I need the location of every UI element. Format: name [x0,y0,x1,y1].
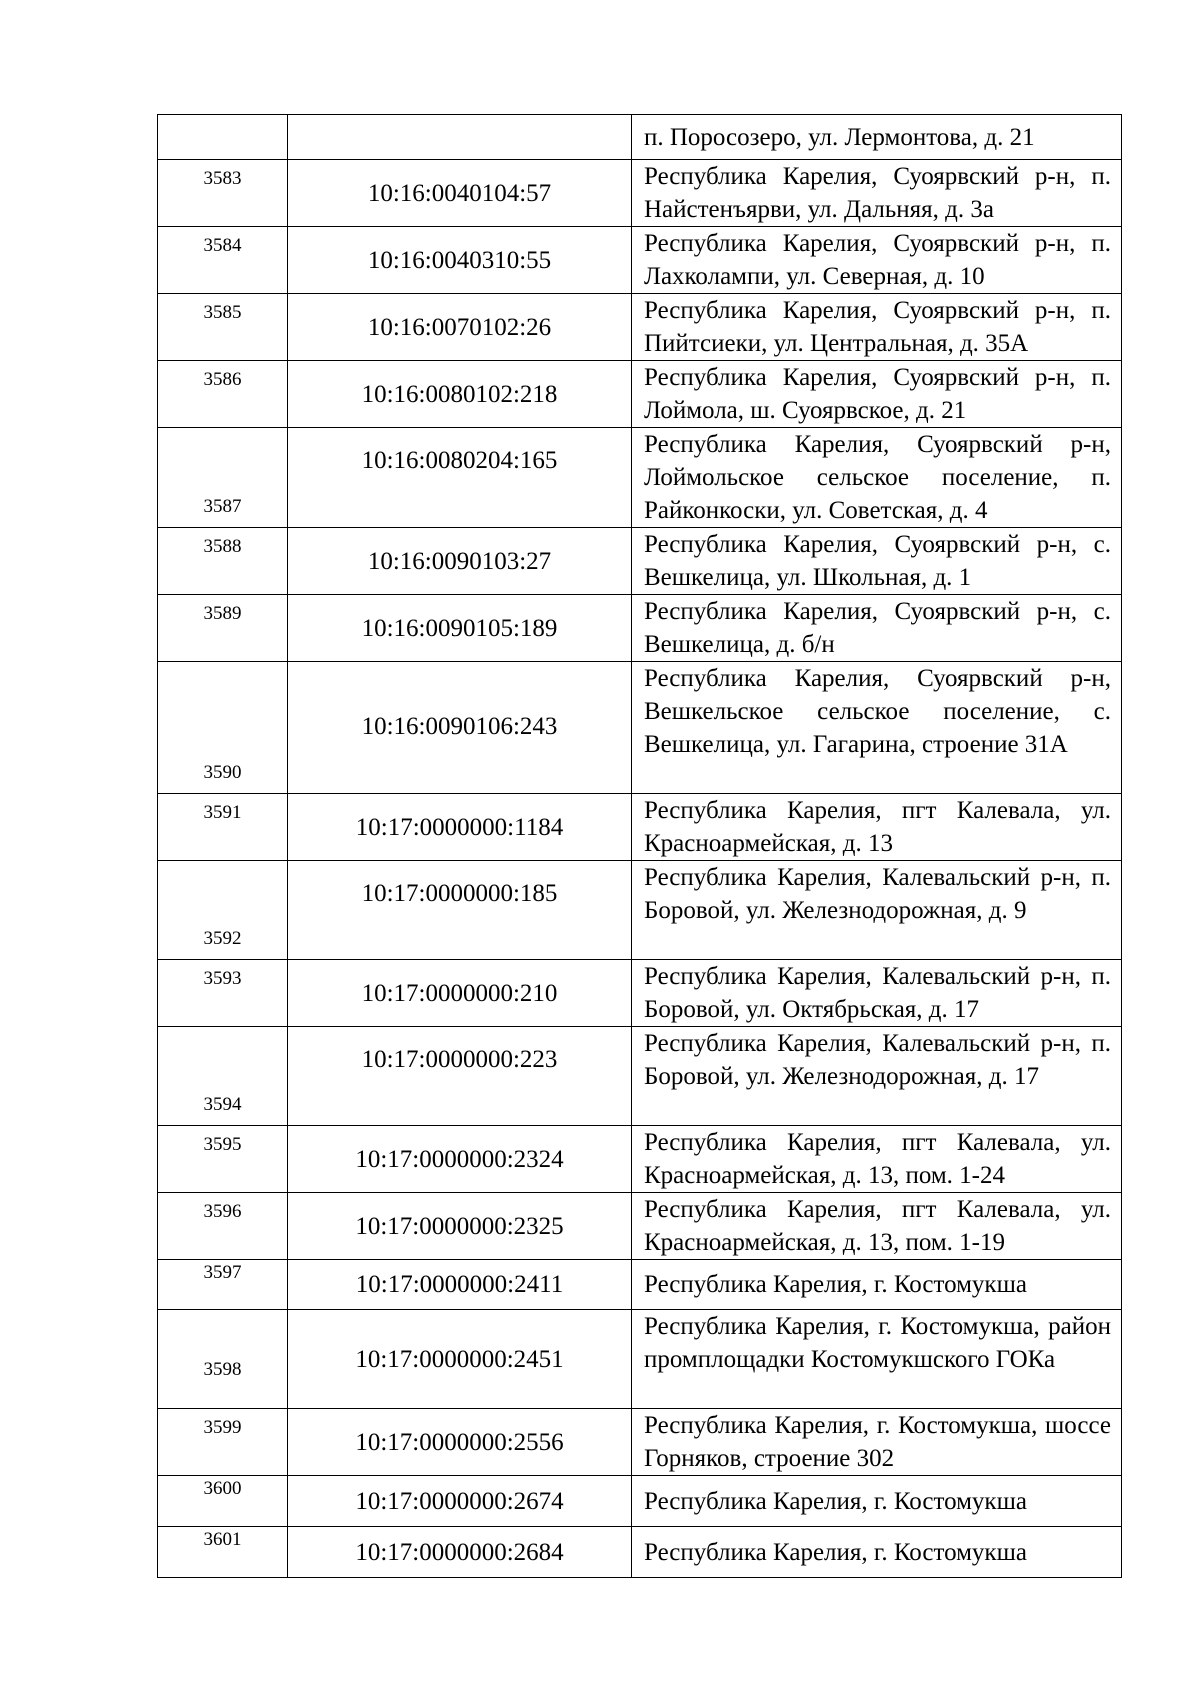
cadastral-number: 10:17:0000000:2556 [288,1409,632,1476]
cadastral-number: 10:16:0090103:27 [288,528,632,595]
row-number: 3599 [158,1409,288,1476]
cadastral-number: 10:16:0040104:57 [288,160,632,227]
row-number: 3589 [158,595,288,662]
address: Республика Карелия, пгт Калевала, ул. Красноармейская, д. 13 [632,794,1122,861]
row-number: 3588 [158,528,288,595]
address: Республика Карелия, пгт Калевала, ул. Красноармейская, д. 13, пом. 1-19 [632,1193,1122,1260]
address: Республика Карелия, Суоярвский р-н, Вешкельское сельское поселение, с. Вешкелица, ул. Гагарина, строение 31А [632,662,1122,794]
row-number: 3584 [158,227,288,294]
cadastral-number: 10:16:0080102:218 [288,361,632,428]
address: Республика Карелия, Калевальский р-н, п. Боровой, ул. Железнодорожная, д. 17 [632,1027,1122,1126]
row-number: 3587 [158,428,288,528]
table-row [158,595,1122,662]
address: Республика Карелия, Калевальский р-н, п. Боровой, ул. Железнодорожная, д. 9 [632,861,1122,960]
address: Республика Карелия, Суоярвский р-н, п. Пийтсиеки, ул. Центральная, д. 35А [632,294,1122,361]
address: Республика Карелия, Суоярвский р-н, Лоймольское сельское поселение, п. Райконкоски, ул. Советская, д. 4 [632,428,1122,528]
cadastral-number: 10:17:0000000:2684 [288,1527,632,1578]
row-number: 3591 [158,794,288,861]
address: Республика Карелия, Суоярвский р-н, п. Лахколампи, ул. Северная, д. 10 [632,227,1122,294]
table-row [158,528,1122,595]
cadastral-number: 10:17:0000000:1184 [288,794,632,861]
cadastral-number: 10:16:0090106:243 [288,662,632,794]
table-row [158,1126,1122,1193]
table-row [158,1260,1122,1310]
row-number: 3600 [158,1476,288,1527]
address: Республика Карелия, г. Костомукша, район промплощадки Костомукшского ГОКа [632,1310,1122,1409]
table-row [158,160,1122,227]
cadastral-number: 10:17:0000000:2674 [288,1476,632,1527]
row-number: 3586 [158,361,288,428]
table-row [158,1409,1122,1476]
cadastral-number: 10:16:0040310:55 [288,227,632,294]
table-row [158,361,1122,428]
cadastral-number: 10:17:0000000:223 [288,1027,632,1126]
row-number: 3592 [158,861,288,960]
property-table [157,114,1122,1578]
row-number: 3601 [158,1527,288,1578]
table-row [158,1527,1122,1578]
address: Республика Карелия, Суоярвский р-н, п. Найстенъярви, ул. Дальняя, д. 3а [632,160,1122,227]
row-number: 3597 [158,1260,288,1310]
address: Республика Карелия, Калевальский р-н, п. Боровой, ул. Октябрьская, д. 17 [632,960,1122,1027]
address: Республика Карелия, пгт Калевала, ул. Красноармейская, д. 13, пом. 1-24 [632,1126,1122,1193]
row-number: 3590 [158,662,288,794]
table-row [158,662,1122,794]
table-row [158,115,1122,160]
cadastral-number: 10:16:0090105:189 [288,595,632,662]
address: Республика Карелия, г. Костомукша, шоссе Горняков, строение 302 [632,1409,1122,1476]
table-row [158,1027,1122,1126]
table-row [158,960,1122,1027]
cadastral-number: 10:17:0000000:2325 [288,1193,632,1260]
cadastral-number: 10:16:0080204:165 [288,428,632,528]
address: Республика Карелия, г. Костомукша [632,1527,1122,1578]
cadastral-number: 10:16:0070102:26 [288,294,632,361]
address: п. Поросозеро, ул. Лермонтова, д. 21 [632,115,1122,160]
address: Республика Карелия, Суоярвский р-н, п. Лоймола, ш. Суоярвское, д. 21 [632,361,1122,428]
cadastral-number: 10:17:0000000:210 [288,960,632,1027]
table-row [158,1193,1122,1260]
row-number: 3583 [158,160,288,227]
table-row [158,1476,1122,1527]
table-row [158,794,1122,861]
table-row [158,227,1122,294]
row-number: 3594 [158,1027,288,1126]
row-number: 3585 [158,294,288,361]
table-row [158,428,1122,528]
address: Республика Карелия, г. Костомукша [632,1476,1122,1527]
row-number: 3593 [158,960,288,1027]
cadastral-number: 10:17:0000000:2411 [288,1260,632,1310]
address: Республика Карелия, Суоярвский р-н, с. Вешкелица, д. б/н [632,595,1122,662]
cadastral-number: 10:17:0000000:2324 [288,1126,632,1193]
cadastral-number [288,115,632,160]
row-number: 3596 [158,1193,288,1260]
table-row [158,861,1122,960]
cadastral-number: 10:17:0000000:2451 [288,1310,632,1409]
address: Республика Карелия, г. Костомукша [632,1260,1122,1310]
table-row [158,1310,1122,1409]
row-number: 3595 [158,1126,288,1193]
row-number [158,115,288,160]
cadastral-number: 10:17:0000000:185 [288,861,632,960]
table-row [158,294,1122,361]
address: Республика Карелия, Суоярвский р-н, с. Вешкелица, ул. Школьная, д. 1 [632,528,1122,595]
row-number: 3598 [158,1310,288,1409]
